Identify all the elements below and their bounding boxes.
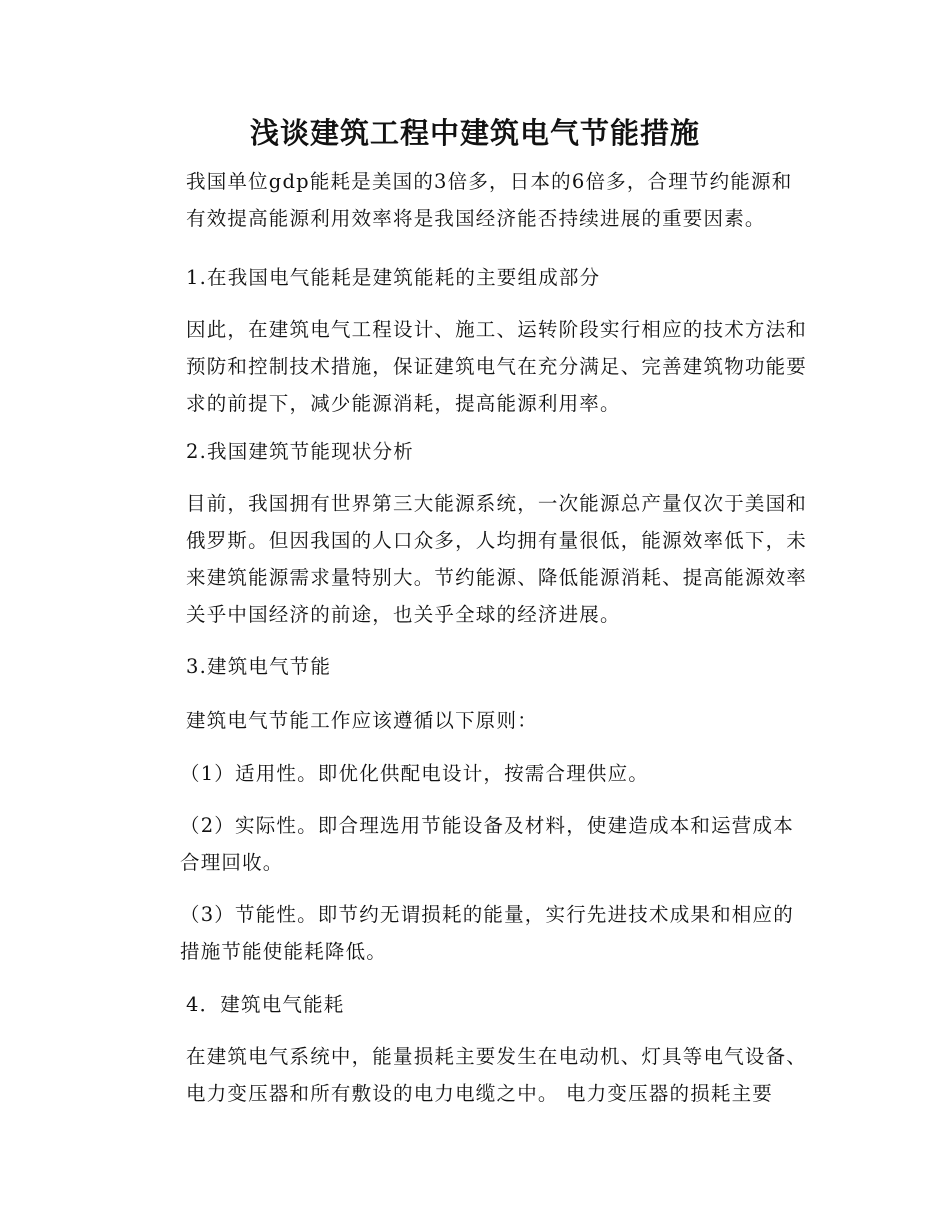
paragraph-principles-intro: 建筑电气节能工作应该遵循以下原则：: [186, 709, 538, 732]
principle-item-3: （3）节能性。即节约无谓损耗的能量，实行先进技术成果和相应的措施节能使能耗降低。: [180, 903, 794, 963]
section-heading-1: 1.在我国电气能耗是建筑能耗的主要组成部分: [186, 266, 601, 289]
paragraph-section-2: 目前，我国拥有世界第三大能源系统，一次能源总产量仅次于美国和俄罗斯。但因我国的人口众多，人均拥有量很低，能源效率低下，未来建筑能源需求量特别大。节约能源、降低能源消耗、提高能源效率关乎中国经济的前途，也关乎全球的经济进展。: [186, 492, 808, 626]
section-heading-4: 4．建筑电气能耗: [186, 993, 345, 1016]
paragraph-intro: 我国单位gdp能耗是美国的3倍多，日本的6倍多，合理节约能源和有效提高能源利用效率将是我国经济能否持续进展的重要因素。: [186, 170, 793, 230]
section-heading-2: 2.我国建筑节能现状分析: [186, 440, 415, 463]
section-heading-3: 3.建筑电气节能: [186, 655, 332, 678]
principle-item-2: （2）实际性。即合理选用节能设备及材料，使建造成本和运营成本合理回收。: [180, 814, 794, 874]
paragraph-section-4: 在建筑电气系统中，能量损耗主要发生在电动机、灯具等电气设备、电力变压器和所有敷设的电力电缆之中。 电力变压器的损耗主要: [186, 1045, 808, 1105]
principle-item-1: （1）适用性。即优化供配电设计，按需合理供应。: [180, 762, 650, 785]
paragraph-section-1: 因此，在建筑电气工程设计、施工、运转阶段实行相应的技术方法和预防和控制技术措施，保证建筑电气在充分满足、完善建筑物功能要求的前提下，减少能源消耗，提高能源利用率。: [186, 318, 808, 415]
document-title: 浅谈建筑工程中建筑电气节能措施: [249, 116, 700, 150]
